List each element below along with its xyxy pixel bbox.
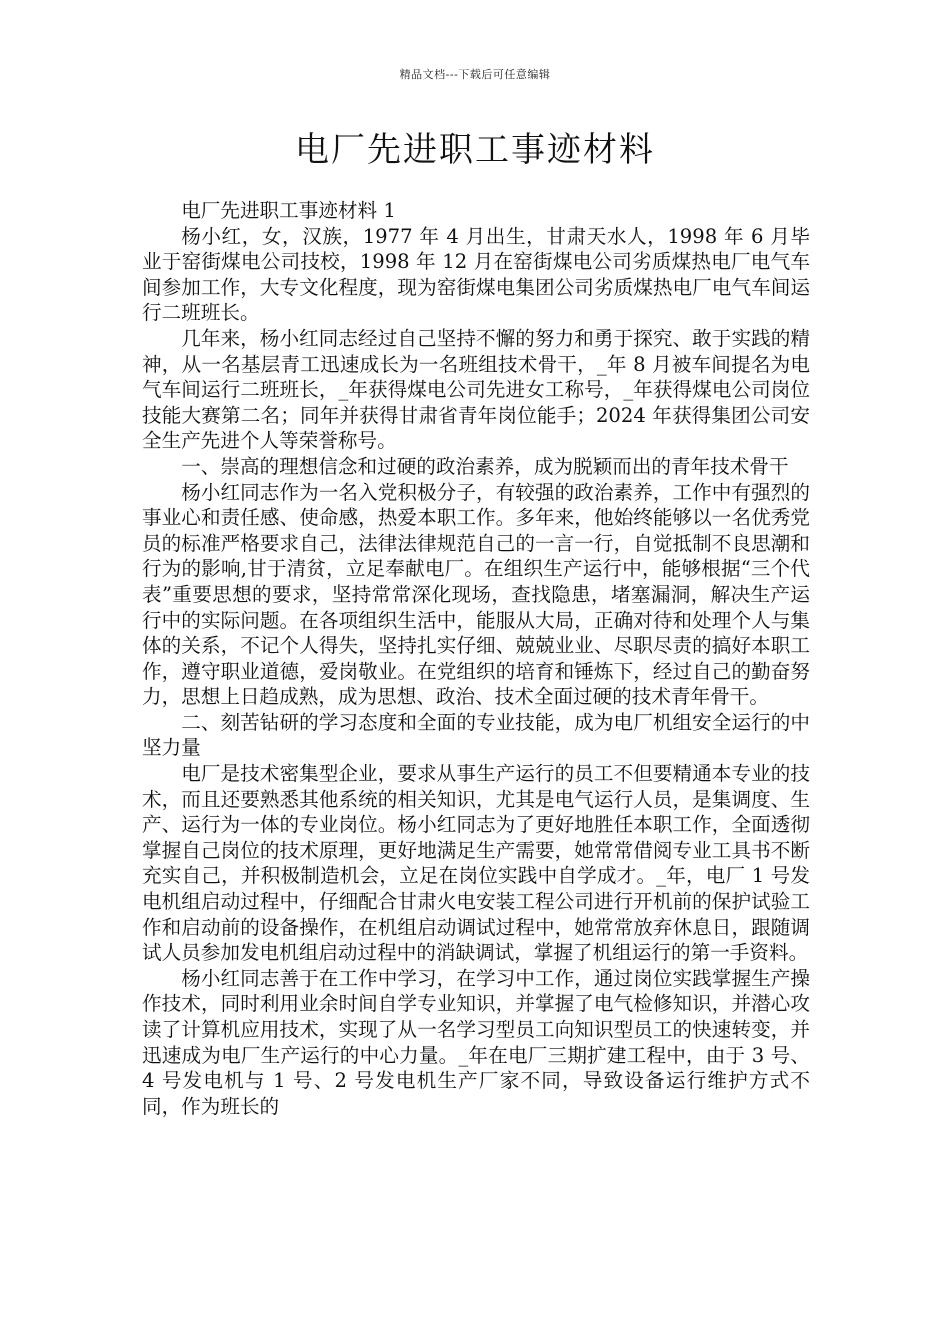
- paragraph: 电厂是技术密集型企业，要求从事生产运行的员工不但要精通本专业的技术，而且还要熟悉其他系统的相关知识，尤其是电气运行人员，是集调度、生产、运行为一体的专业岗位。杨小红同志为了更好地胜任本职工作，全面透彻掌握自己岗位的技术原理，更好地满足生产需要，她常常借阅专业工具书不断充实自己，并积极制造机会，立足在岗位实践中自学成才。_年，电厂 1 号发电机组启动过程中，仔细配合甘肃火电安装工程公司进行开机前的保护试验工作和启动前的设备操作，在机组启动调试过程中，她常常放弃休息日，跟随调试人员参加发电机组启动过程中的消缺调试，掌握了机组运行的第一手资料。: [142, 762, 810, 965]
- section-heading: 一、崇高的理想信念和过硬的政治素养，成为脱颖而出的青年技术骨干: [181, 454, 789, 478]
- paragraph: 杨小红同志作为一名入党积极分子，有较强的政治素养，工作中有强烈的事业心和责任感、使命感，热爱本职工作。多年来，他始终能够以一名优秀党员的标准严格要求自己，法律法律规范自己的一言一行，自觉抵制不良思潮和行为的影响,甘于清贫，立足奉献电厂。在组织生产运行中，能够根据“三个代表”重要思想的要求，坚持常常深化现场，查找隐患，堵塞漏洞，解决生产运行中的实际问题。在各项组织生活中，能服从大局，正确对待和处理个人与集体的关系，不记个人得失，坚持扎实仔细、兢兢业业、尽职尽责的搞好本职工作，遵守职业道德，爱岗敬业。在党组织的培育和锤炼下，经过自己的勤奋努力，思想上日趋成熟，成为思想、政治、技术全面过硬的技术青年骨干。: [142, 480, 810, 709]
- header-note: 精品文档---下载后可任意编辑: [399, 68, 551, 81]
- document-body: [142, 198, 810, 1119]
- paragraph: 几年来，杨小红同志经过自己坚持不懈的努力和勇于探究、敢于实践的精神，从一名基层青工迅速成长为一名班组技术骨干，_年 8 月被车间提名为电气车间运行二班班长，_年获得煤电公司先进女工称号，_年获得煤电公司岗位技能大赛第二名；同年并获得甘肃省青年岗位能手；2024 年获得集团公司安全生产先进个人等荣誉称号。: [142, 326, 810, 453]
- page-title: 电厂先进职工事迹材料: [295, 130, 655, 170]
- section-heading: 二、刻苦钻研的学习态度和全面的专业技能，成为电厂机组安全运行的中坚力量: [142, 710, 810, 760]
- paragraph-subtitle: 电厂先进职工事迹材料 1: [181, 199, 396, 222]
- paragraph: 杨小红，女，汉族，1977 年 4 月出生，甘肃天水人，1998 年 6 月毕业于窑街煤电公司技校，1998 年 12 月在窑街煤电公司劣质煤热电厂电气车间参加工作，大专文化程度，现为窑街煤电集团公司劣质煤热电厂电气车间运行二班班长。: [142, 224, 810, 325]
- paragraph: 杨小红同志善于在工作中学习，在学习中工作，通过岗位实践掌握生产操作技术，同时利用业余时间自学专业知识，并掌握了电气检修知识，并潜心攻读了计算机应用技术，实现了从一名学习型员工向知识型员工的快速转变，并迅速成为电厂生产运行的中心力量。_年在电厂三期扩建工程中，由于 3 号、4 号发电机与 1 号、2 号发电机生产厂家不同，导致设备运行维护方式不同，作为班长的: [142, 966, 810, 1118]
